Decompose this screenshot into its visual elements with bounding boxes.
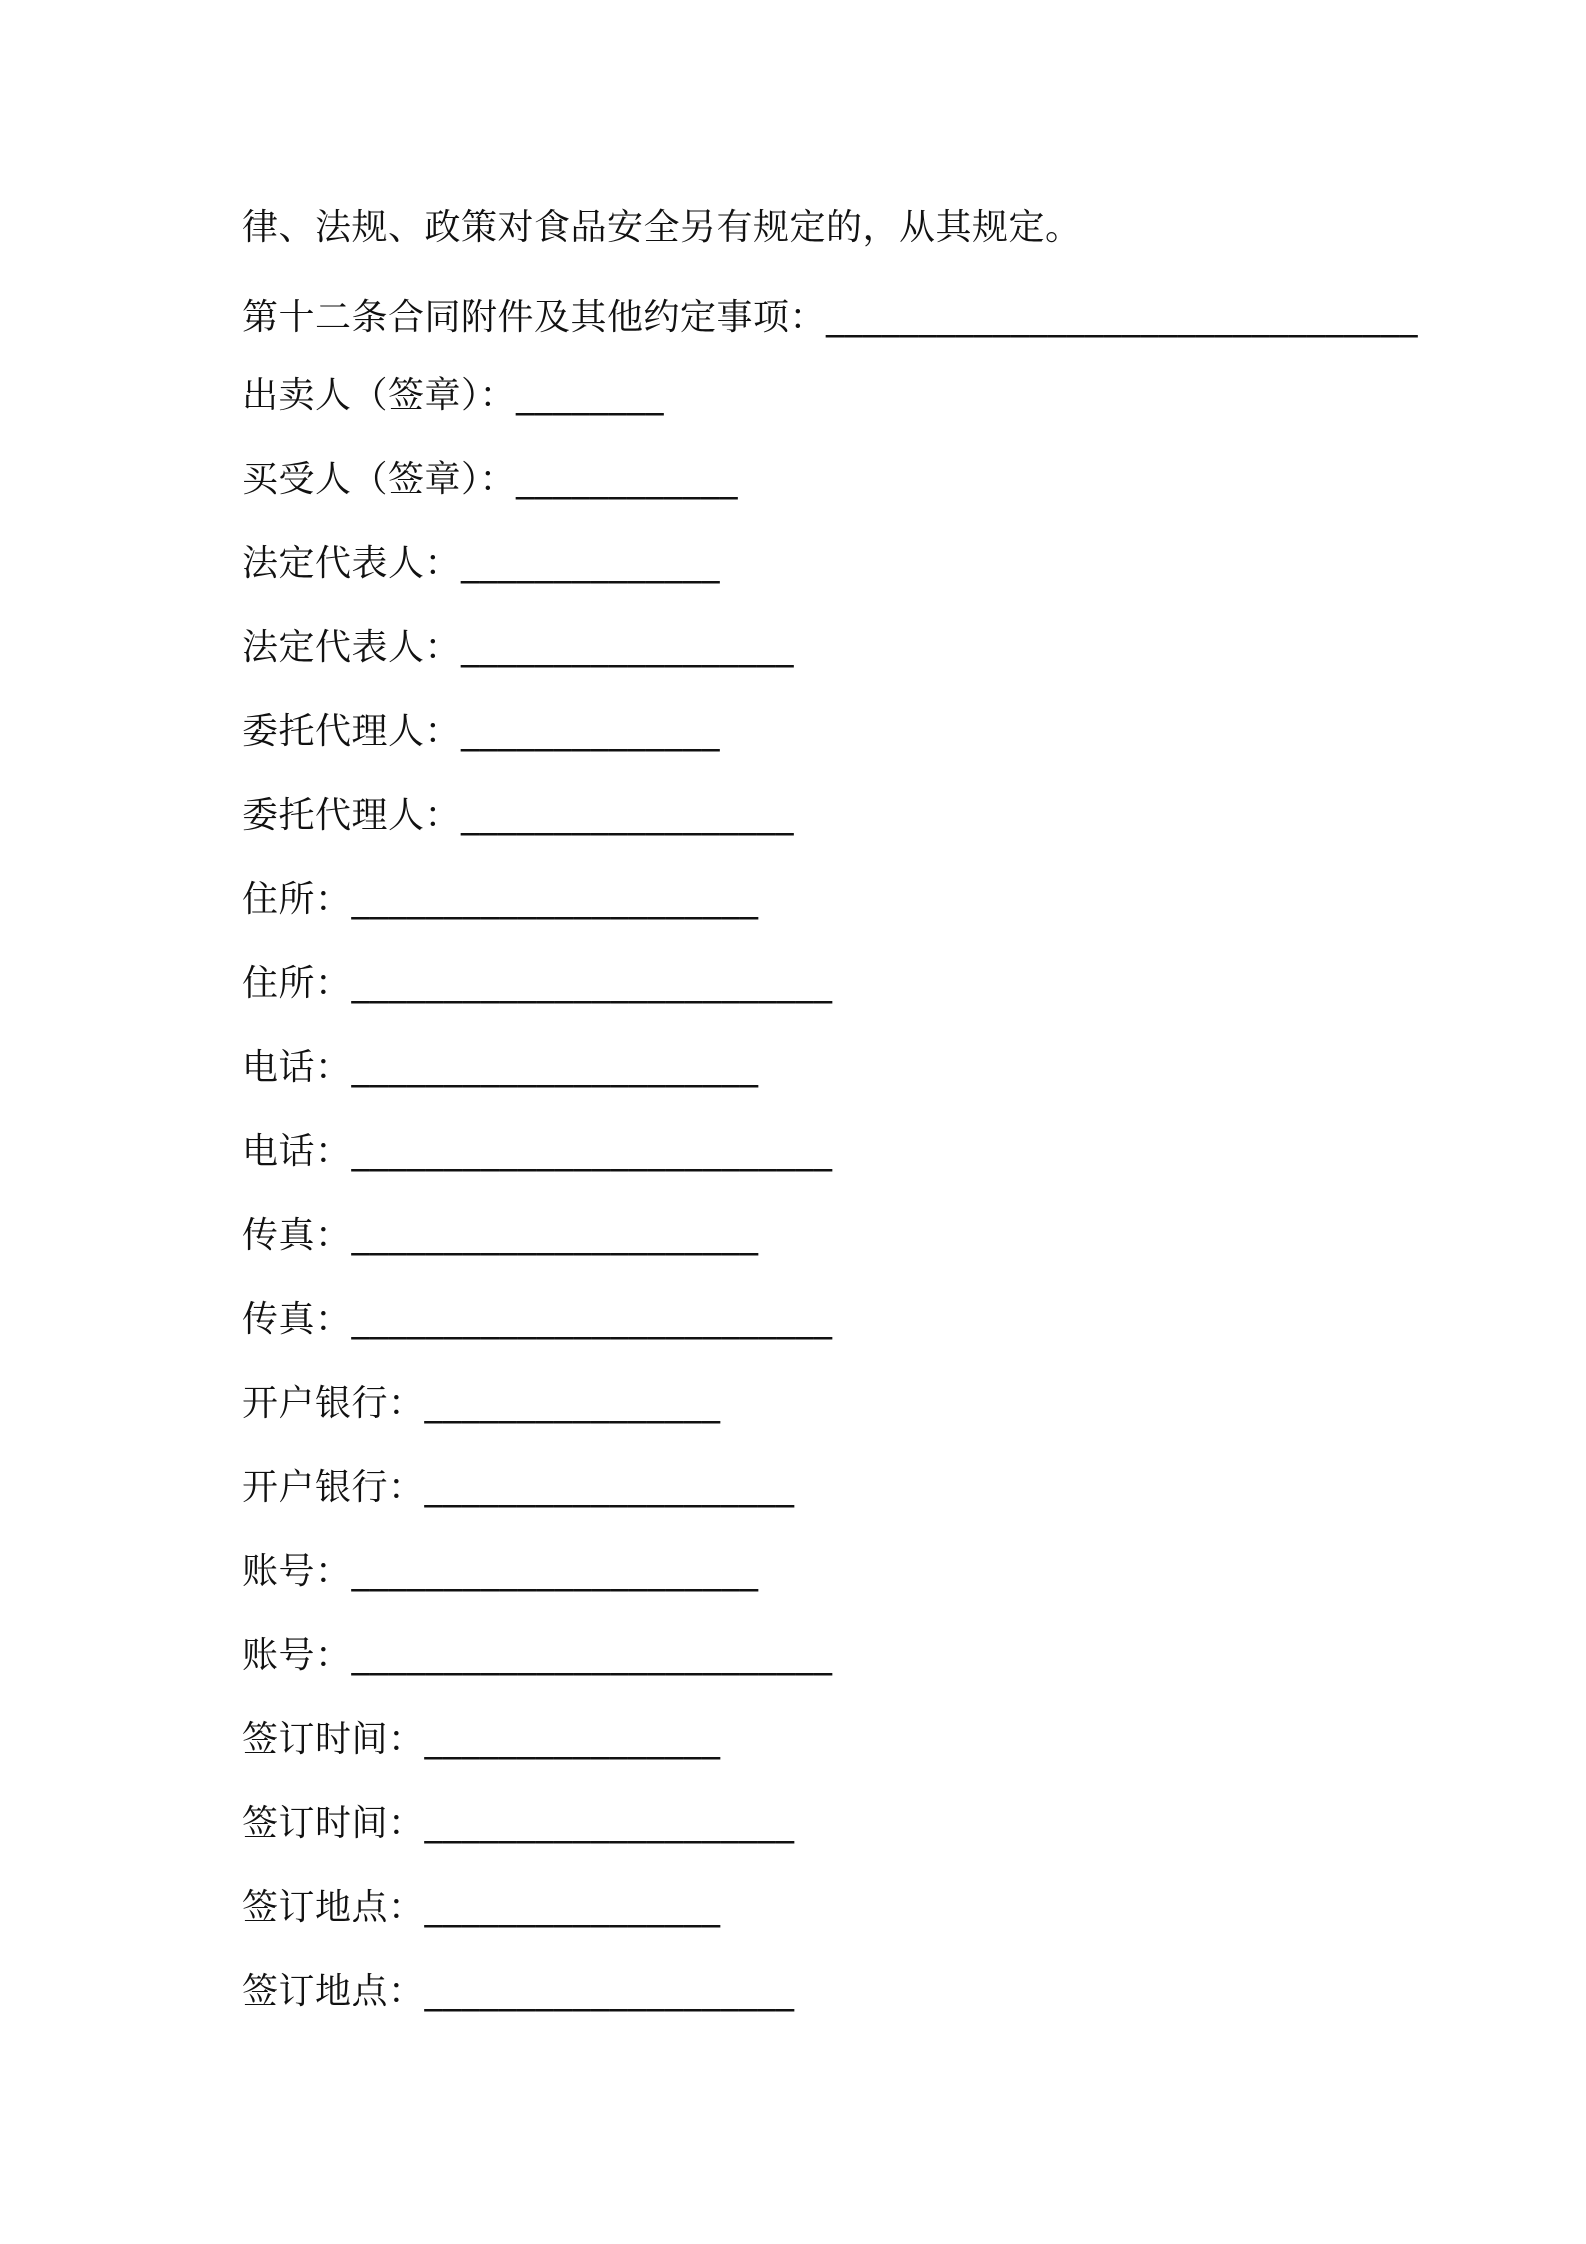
- address-line-1: 住所：______________________: [242, 879, 759, 920]
- signing-place-line-2: 签订地点：____________________: [242, 1971, 795, 2012]
- seller-signature-line: 出卖人（签章）：________: [242, 375, 665, 416]
- signing-place-line-1: 签订地点：________________: [242, 1887, 721, 1928]
- text-line-law-clause: 律、法规、政策对食品安全另有规定的，从其规定。: [242, 207, 1082, 248]
- authorized-agent-line-2: 委托代理人：__________________: [242, 795, 795, 836]
- buyer-signature-line: 买受人（签章）：____________: [242, 459, 739, 500]
- account-line-2: 账号：__________________________: [242, 1635, 833, 1676]
- signing-time-line-1: 签订时间：________________: [242, 1719, 721, 1760]
- authorized-agent-line-1: 委托代理人：______________: [242, 711, 721, 752]
- signing-time-line-2: 签订时间：____________________: [242, 1803, 795, 1844]
- fax-line-2: 传真：__________________________: [242, 1299, 833, 1340]
- legal-representative-line-2: 法定代表人：__________________: [242, 627, 795, 668]
- bank-line-1: 开户银行：________________: [242, 1383, 721, 1424]
- bank-line-2: 开户银行：____________________: [242, 1467, 795, 1508]
- phone-line-1: 电话：______________________: [242, 1047, 759, 1088]
- fax-line-1: 传真：______________________: [242, 1215, 759, 1256]
- text-line-article-12: 第十二条合同附件及其他约定事项：________________________________: [242, 297, 1419, 338]
- account-line-1: 账号：______________________: [242, 1551, 759, 1592]
- legal-representative-line-1: 法定代表人：______________: [242, 543, 721, 584]
- address-line-2: 住所：__________________________: [242, 963, 833, 1004]
- phone-line-2: 电话：__________________________: [242, 1131, 833, 1172]
